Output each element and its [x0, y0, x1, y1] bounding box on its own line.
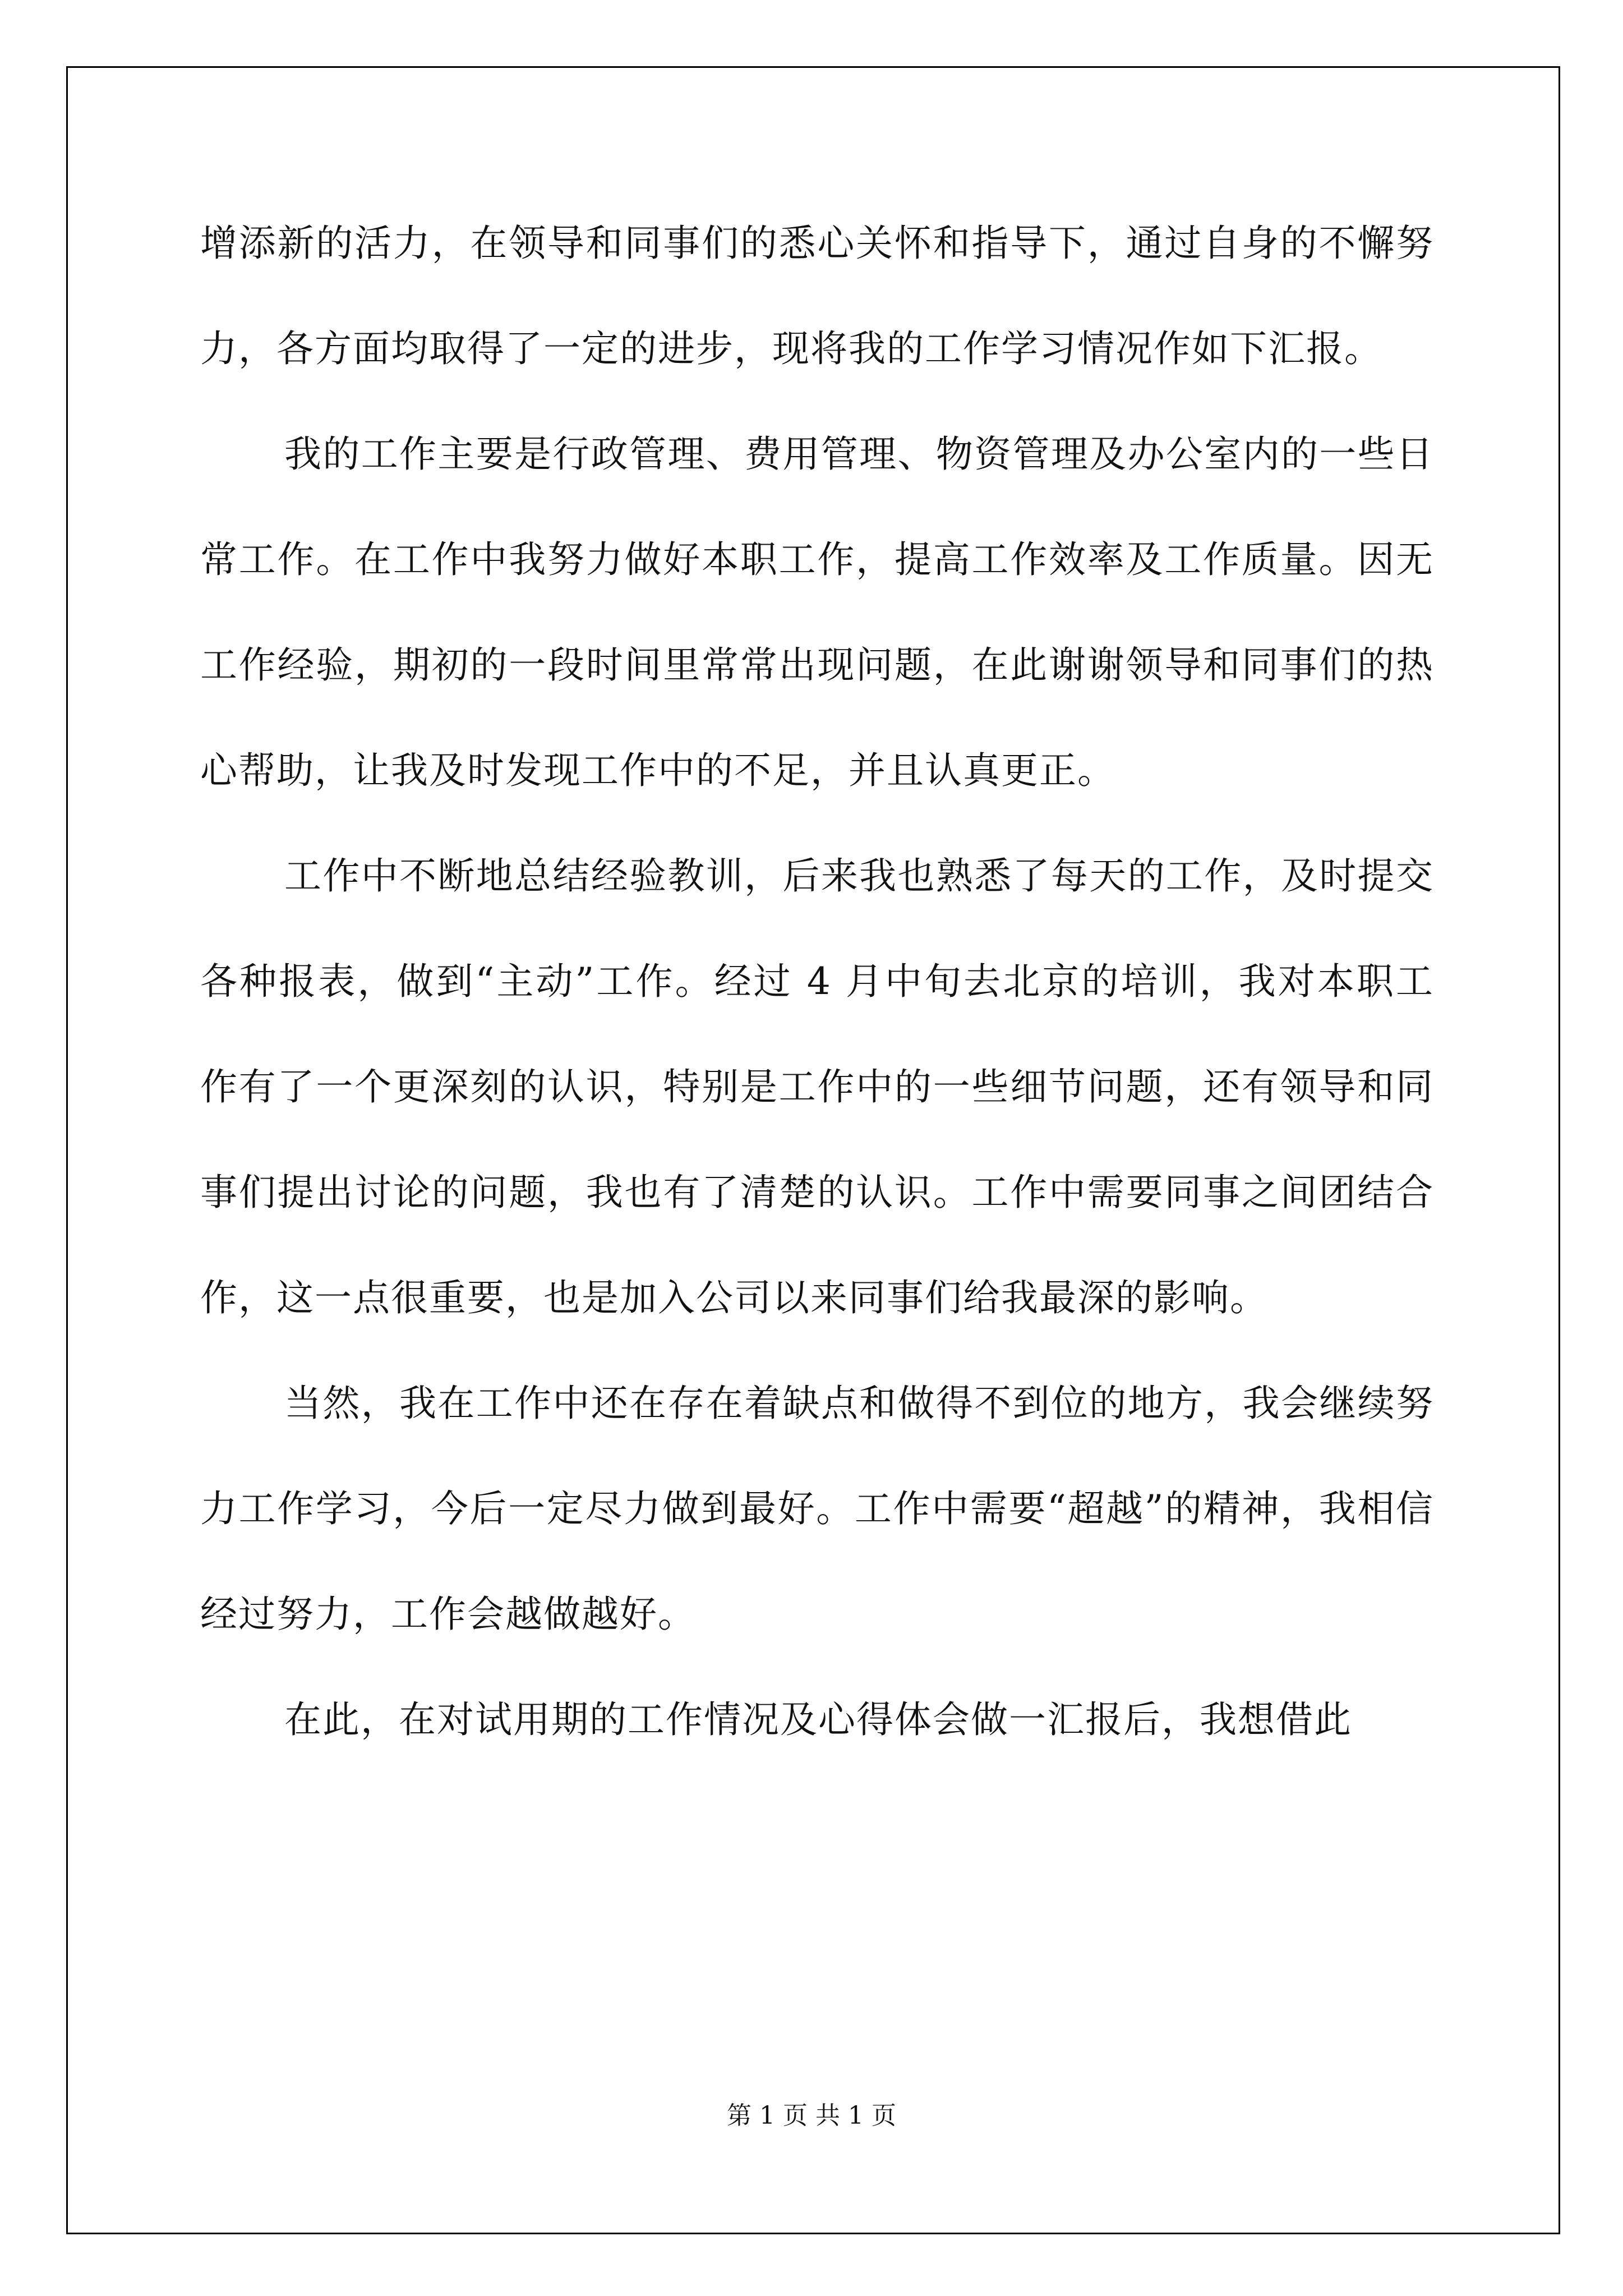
- paragraph-3: 工作中不断地总结经验教训，后来我也熟悉了每天的工作，及时提交各种报表，做到“主动”工作。经过 4 月中旬去北京的培训，我对本职工作有了一个更深刻的认识，特别是工作中的一些细节问题，还有领导和同事们提出讨论的问题，我也有了清楚的认识。工作中需要同事之间团结合作，这一点很重要，也是加入公司以来同事们给我最深的影响。: [200, 854, 1434, 1319]
- paragraph-4: 当然，我在工作中还在存在着缺点和做得不到位的地方，我会继续努力工作学习，今后一定尽力做到最好。工作中需要“超越”的精神，我相信经过努力，工作会越做越好。: [200, 1382, 1434, 1636]
- paragraph-1: 增添新的活力，在领导和同事们的悉心关怀和指导下，通过自身的不懈努力，各方面均取得了一定的进步，现将我的工作学习情况作如下汇报。: [200, 222, 1434, 370]
- document-body: [200, 191, 1434, 1773]
- page-number-footer: 第 1 页 共 1 页: [727, 2101, 896, 2130]
- paragraph-5: 在此，在对试用期的工作情况及心得体会做一汇报后，我想借此: [284, 1698, 1352, 1741]
- paragraph-2: 我的工作主要是行政管理、费用管理、物资管理及办公室内的一些日常工作。在工作中我努力做好本职工作，提高工作效率及工作质量。因无工作经验，期初的一段时间里常常出现问题，在此谢谢领导和同事们的热心帮助，让我及时发现工作中的不足，并且认真更正。: [200, 432, 1434, 792]
